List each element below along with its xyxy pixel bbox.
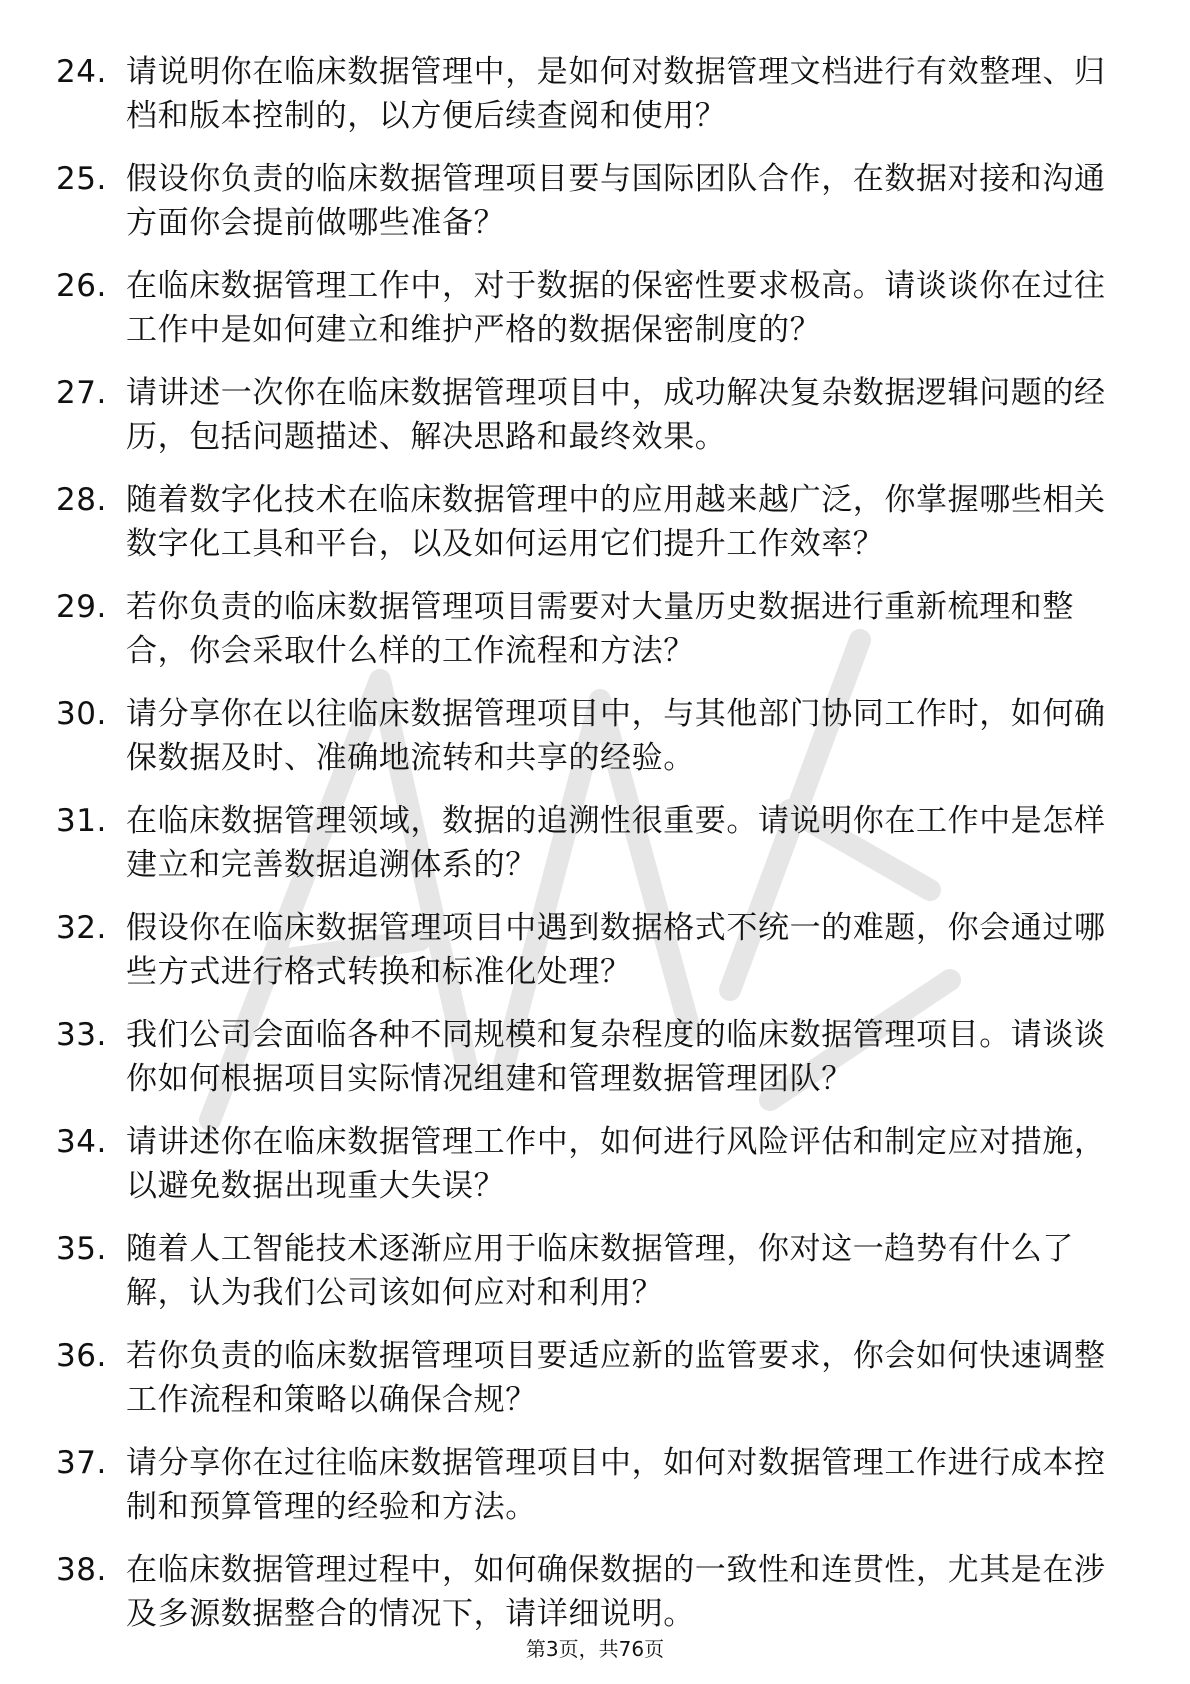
question-text: 假设你在临床数据管理项目中遇到数据格式不统一的难题，你会通过哪些方式进行格式转换和标准化处理？ <box>126 910 1106 990</box>
list-item <box>0 1227 1190 1323</box>
list-item <box>0 585 1190 681</box>
question-text: 随着数字化技术在临床数据管理中的应用越来越广泛，你掌握哪些相关数字化工具和平台，以及如何运用它们提升工作效率？ <box>126 482 1106 562</box>
question-number: 37. <box>56 1445 107 1481</box>
question-text: 若你负责的临床数据管理项目要适应新的监管要求，你会如何快速调整工作流程和策略以确保合规？ <box>126 1338 1106 1418</box>
list-item <box>0 1441 1190 1537</box>
question-text: 请分享你在过往临床数据管理项目中，如何对数据管理工作进行成本控制和预算管理的经验和方法。 <box>126 1445 1106 1525</box>
question-text: 在临床数据管理领域，数据的追溯性很重要。请说明你在工作中是怎样建立和完善数据追溯体系的？ <box>126 803 1106 883</box>
question-number: 35. <box>56 1231 107 1267</box>
question-text: 随着人工智能技术逐渐应用于临床数据管理，你对这一趋势有什么了解，认为我们公司该如何应对和利用？ <box>126 1231 1074 1311</box>
question-number: 31. <box>56 803 107 839</box>
question-number: 33. <box>56 1017 107 1053</box>
question-text: 请讲述一次你在临床数据管理项目中，成功解决复杂数据逻辑问题的经历，包括问题描述、解决思路和最终效果。 <box>126 375 1106 455</box>
question-text: 请分享你在以往临床数据管理项目中，与其他部门协同工作时，如何确保数据及时、准确地流转和共享的经验。 <box>126 696 1106 776</box>
question-list <box>0 50 1190 1655</box>
list-item <box>0 799 1190 895</box>
list-item <box>0 264 1190 360</box>
list-item <box>0 371 1190 467</box>
question-number: 27. <box>56 375 107 411</box>
list-item <box>0 1334 1190 1430</box>
question-number: 34. <box>56 1124 107 1160</box>
list-item <box>0 1013 1190 1109</box>
list-item <box>0 1548 1190 1644</box>
question-text: 在临床数据管理过程中，如何确保数据的一致性和连贯性，尤其是在涉及多源数据整合的情况下，请详细说明。 <box>126 1552 1106 1632</box>
question-text: 请讲述你在临床数据管理工作中，如何进行风险评估和制定应对措施，以避免数据出现重大失误？ <box>126 1124 1106 1204</box>
question-number: 26. <box>56 268 107 304</box>
list-item <box>0 1120 1190 1216</box>
question-number: 29. <box>56 589 107 625</box>
question-text: 假设你负责的临床数据管理项目要与国际团队合作，在数据对接和沟通方面你会提前做哪些准备？ <box>126 161 1106 241</box>
question-number: 32. <box>56 910 107 946</box>
question-number: 30. <box>56 696 107 732</box>
question-number: 38. <box>56 1552 107 1588</box>
question-text: 在临床数据管理工作中，对于数据的保密性要求极高。请谈谈你在过往工作中是如何建立和维护严格的数据保密制度的？ <box>126 268 1106 348</box>
list-item <box>0 157 1190 253</box>
question-number: 36. <box>56 1338 107 1374</box>
page-number-label: 第3页，共76页 <box>525 1637 665 1661</box>
question-number: 28. <box>56 482 107 518</box>
question-text: 请说明你在临床数据管理中，是如何对数据管理文档进行有效整理、归档和版本控制的，以方便后续查阅和使用？ <box>126 54 1106 134</box>
page-footer <box>0 1635 1190 1663</box>
question-number: 25. <box>56 161 107 197</box>
question-number: 24. <box>56 54 107 90</box>
question-text: 若你负责的临床数据管理项目需要对大量历史数据进行重新梳理和整合，你会采取什么样的工作流程和方法？ <box>126 589 1074 669</box>
question-text: 我们公司会面临各种不同规模和复杂程度的临床数据管理项目。请谈谈你如何根据项目实际情况组建和管理数据管理团队？ <box>126 1017 1106 1097</box>
list-item <box>0 906 1190 1002</box>
list-item <box>0 478 1190 574</box>
list-item <box>0 692 1190 788</box>
list-item <box>0 50 1190 146</box>
